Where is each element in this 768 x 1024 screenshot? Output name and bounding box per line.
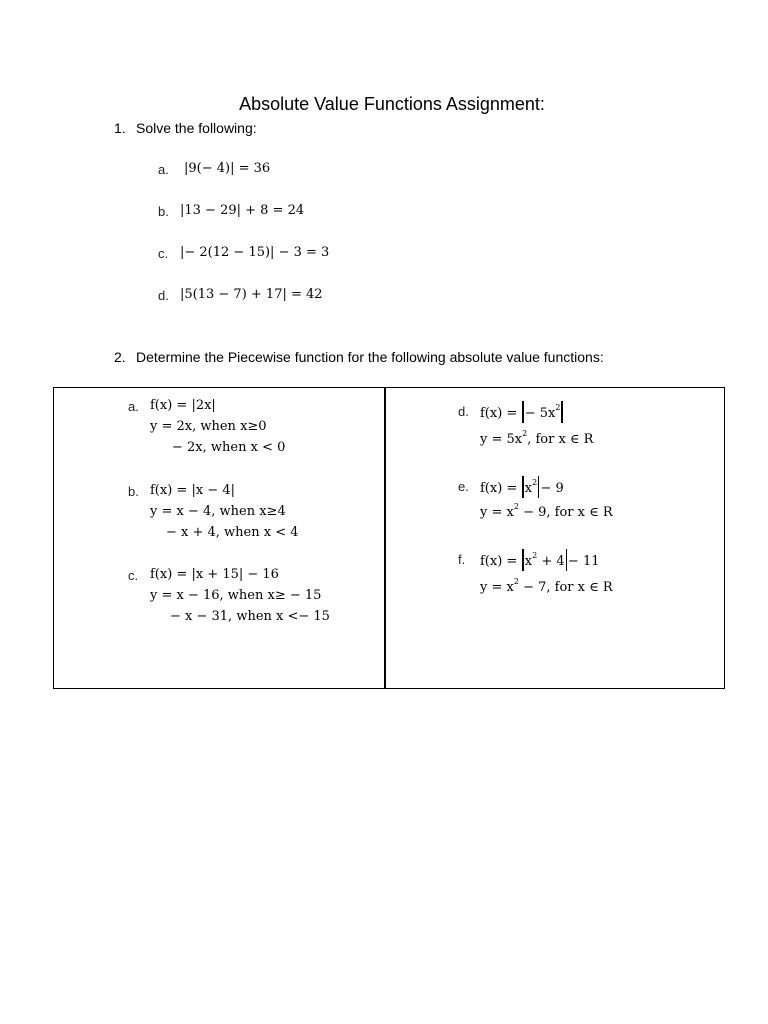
answer-suffix: − 7, for x ∈ R [518, 580, 613, 595]
function-definition: f(x) = |2x| [150, 398, 216, 413]
question-text: Solve the following: [136, 120, 257, 136]
piecewise-line: − x − 31, when x <− 15 [170, 609, 330, 624]
answer-prefix: y = 5x [480, 432, 523, 447]
item-label: f. [458, 552, 466, 567]
answer-prefix: y = x [480, 505, 514, 520]
item-label: a. [158, 162, 169, 177]
item-label: c. [128, 568, 139, 583]
fx-suffix: − 9 [540, 481, 564, 496]
fx-prefix: f(x) = [480, 554, 522, 569]
piecewise-line: y = 2x, when x≥0 [150, 419, 267, 434]
exponent: 2 [513, 577, 519, 586]
answer-suffix: , for x ∈ R [527, 432, 594, 447]
item-label: e. [458, 479, 469, 494]
exponent: 2 [513, 502, 519, 511]
answer-suffix: − 9, for x ∈ R [518, 505, 613, 520]
column-divider [384, 388, 386, 688]
question-number: 1. [114, 120, 126, 136]
answer-line [480, 502, 613, 520]
item-label: b. [128, 484, 139, 499]
fx-inner: x [524, 481, 533, 496]
math-expression: |− 2(12 − 15)| − 3 = 3 [180, 245, 330, 260]
abs-bar-left [522, 401, 523, 423]
question-number: 2. [114, 349, 126, 365]
question-1-prompt [114, 120, 257, 136]
item-label: b. [158, 204, 169, 219]
answer-prefix: y = x [480, 580, 514, 595]
function-definition: f(x) = |x − 4| [150, 483, 235, 498]
fx-inner: − 5x [524, 406, 556, 421]
page-title: Absolute Value Functions Assignment: [239, 94, 545, 114]
fx-suffix: − 11 [567, 554, 600, 569]
fx-inner: x [524, 554, 533, 569]
answer-line [480, 577, 613, 595]
piecewise-line: − x + 4, when x < 4 [166, 525, 299, 540]
answer-line [480, 429, 593, 447]
abs-bar-right [561, 401, 562, 423]
function-definition [480, 549, 600, 571]
function-definition: f(x) = |x + 15| − 16 [150, 567, 279, 582]
exponent: 2 [555, 403, 561, 412]
item-label: d. [458, 404, 469, 419]
exponent: 2 [532, 551, 538, 560]
piecewise-line: y = x − 16, when x≥ − 15 [150, 588, 322, 603]
fx-prefix: f(x) = [480, 481, 522, 496]
exponent: 2 [532, 478, 538, 487]
item-label: c. [158, 246, 169, 261]
item-label: d. [158, 288, 169, 303]
piecewise-line: y = x − 4, when x≥4 [150, 504, 286, 519]
function-definition [480, 401, 564, 423]
piecewise-line: − 2x, when x < 0 [172, 440, 286, 455]
abs-bar-right [566, 549, 567, 571]
abs-bar-left [522, 549, 523, 571]
math-expression: |5(13 − 7) + 17| = 42 [180, 287, 323, 302]
fx-prefix: f(x) = [480, 406, 522, 421]
abs-bar-left [522, 476, 523, 498]
math-expression: |13 − 29| + 8 = 24 [180, 203, 305, 218]
question-2-prompt [114, 349, 604, 365]
exponent: 2 [522, 429, 528, 438]
function-definition [480, 476, 564, 498]
item-label: a. [128, 399, 139, 414]
question-text: Determine the Piecewise function for the following absolute value functions: [136, 349, 604, 365]
answer-table [53, 387, 725, 689]
math-expression: |9(− 4)| = 36 [184, 161, 271, 176]
fx-inner-tail: + 4 [537, 554, 565, 569]
